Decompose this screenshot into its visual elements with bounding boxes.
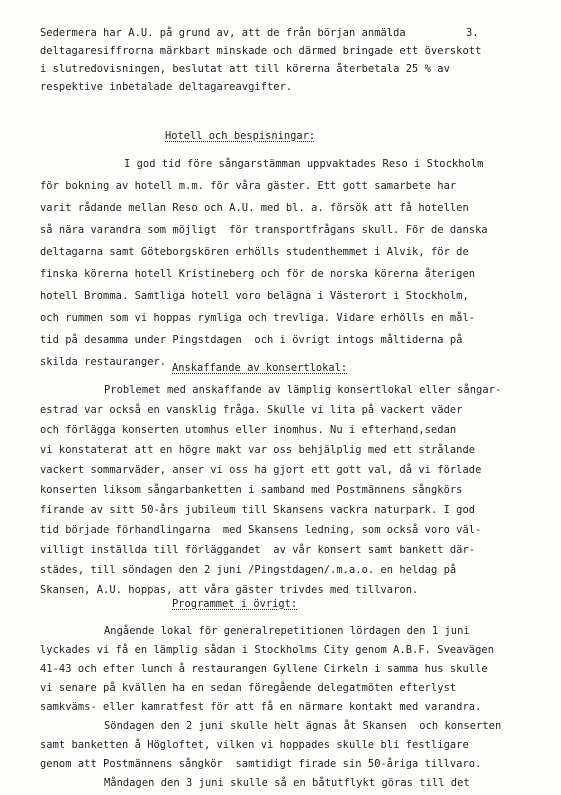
concert-line: firande av sitt 50-års jubileum till Skansens vackra naturpark. I god <box>40 504 476 516</box>
section-heading-hotels: Hotell och bespisningar: <box>165 130 316 142</box>
concert-line: Skansen, A.U. hoppas, att våra gäster trivdes med tillvaron. <box>40 584 419 596</box>
concert-line: vackert sommarväder, anser vi oss ha gjort ett gott val, då vi förlade <box>40 464 482 476</box>
concert-line: städes, till söndagen den 2 juni /Pingstdagen/.m.a.o. en heldag på <box>40 564 457 576</box>
concert-line: villigt inställda till förläggandet av vår konsert samt bankett där- <box>40 544 476 556</box>
program-line: vi senare på kvällen ha en sedan föregående delegatmöten efterlyst <box>40 682 457 694</box>
intro-line: Sedermera har A.U. på grund av, att de från början anmälda <box>40 27 406 39</box>
program-line: Måndagen den 3 juni skulle så en båtutflykt göras till det <box>104 777 470 789</box>
program-line: samt banketten å Högloftet, vilken vi hoppades skulle bli festligare <box>40 739 469 751</box>
intro-line: deltagaresiffrorna märkbart minskade och därmed bringade ett överskott <box>40 45 482 57</box>
hotels-line: varit rådande mellan Reso och A.U. med bl. a. försök att få hotellen <box>40 202 469 214</box>
program-line: lyckades vi få en lämplig sådan i Stockholms City genom A.B.F. Sveavägen <box>40 644 495 656</box>
hotels-line: skilda restauranger. <box>40 356 167 368</box>
concert-line: estrad var också en vansklig fråga. Skulle vi lita på vackert väder <box>40 404 463 416</box>
hotels-line: så nära varandra som möjligt för transportfrågans skull. För de danska <box>40 224 488 236</box>
program-line: Angående lokal för generalrepetitionen lördagen den 1 juni <box>104 625 470 637</box>
hotels-line: deltagarna samt Göteborgskören erhölls studenthemmet i Alvik, för de <box>40 246 469 258</box>
hotels-line: finska körerna hotell Kristineberg och för de norska körerna återigen <box>40 268 476 280</box>
concert-line: vi konstaterat att en högre makt var oss behjälplig med ett strålande <box>40 444 476 456</box>
hotels-line: och rummen som vi hoppas rymliga och trevliga. Vidare erhölls en mål- <box>40 312 476 324</box>
section-heading-concert: Anskaffande av konsertlokal: <box>172 362 348 374</box>
page-number: 3. <box>466 27 479 39</box>
hotels-line: I god tid före sångarstämman uppvaktades Reso i Stockholm <box>124 158 484 170</box>
section-heading-program: Programmet i övrigt: <box>172 598 298 610</box>
concert-line: konserten liksom sångarbanketten i samband med Postmännens sångkörs <box>40 484 463 496</box>
program-line: genom att Postmännens sångkör samtidigt firade sin 50-åriga tillvaro. <box>40 758 482 770</box>
hotels-line: tid på desamma under Pingstdagen och i övrigt intogs måltiderna på <box>40 334 463 346</box>
hotels-line: hotell Bromma. Samtliga hotell voro belägna i Västerort i Stockholm, <box>40 290 469 302</box>
hotels-line: för bokning av hotell m.m. för våra gäster. Ett gott samarbete har <box>40 180 457 192</box>
intro-line: i slutredovisningen, beslutat att till körerna återbetala 25 % av <box>40 63 450 75</box>
concert-line: och förlägga konserten utomhus eller inomhus. Nu i efterhand,sedan <box>40 424 457 436</box>
concert-line: tid började förhandlingarna med Skansens ledning, som också voro väl- <box>40 524 482 536</box>
program-line: Söndagen den 2 juni skulle helt ägnas åt Skansen och konserten <box>104 720 502 732</box>
program-line: 41-43 och efter lunch å restaurangen Gyllene Cirkeln i samma hus skulle <box>40 663 488 675</box>
concert-line: Problemet med anskaffande av lämplig konsertlokal eller sångar- <box>104 384 502 396</box>
intro-line: respektive inbetalade deltagareavgifter. <box>40 81 293 93</box>
program-line: samkväms- eller kamratfest för att få en närmare kontakt med varandra. <box>40 701 482 713</box>
